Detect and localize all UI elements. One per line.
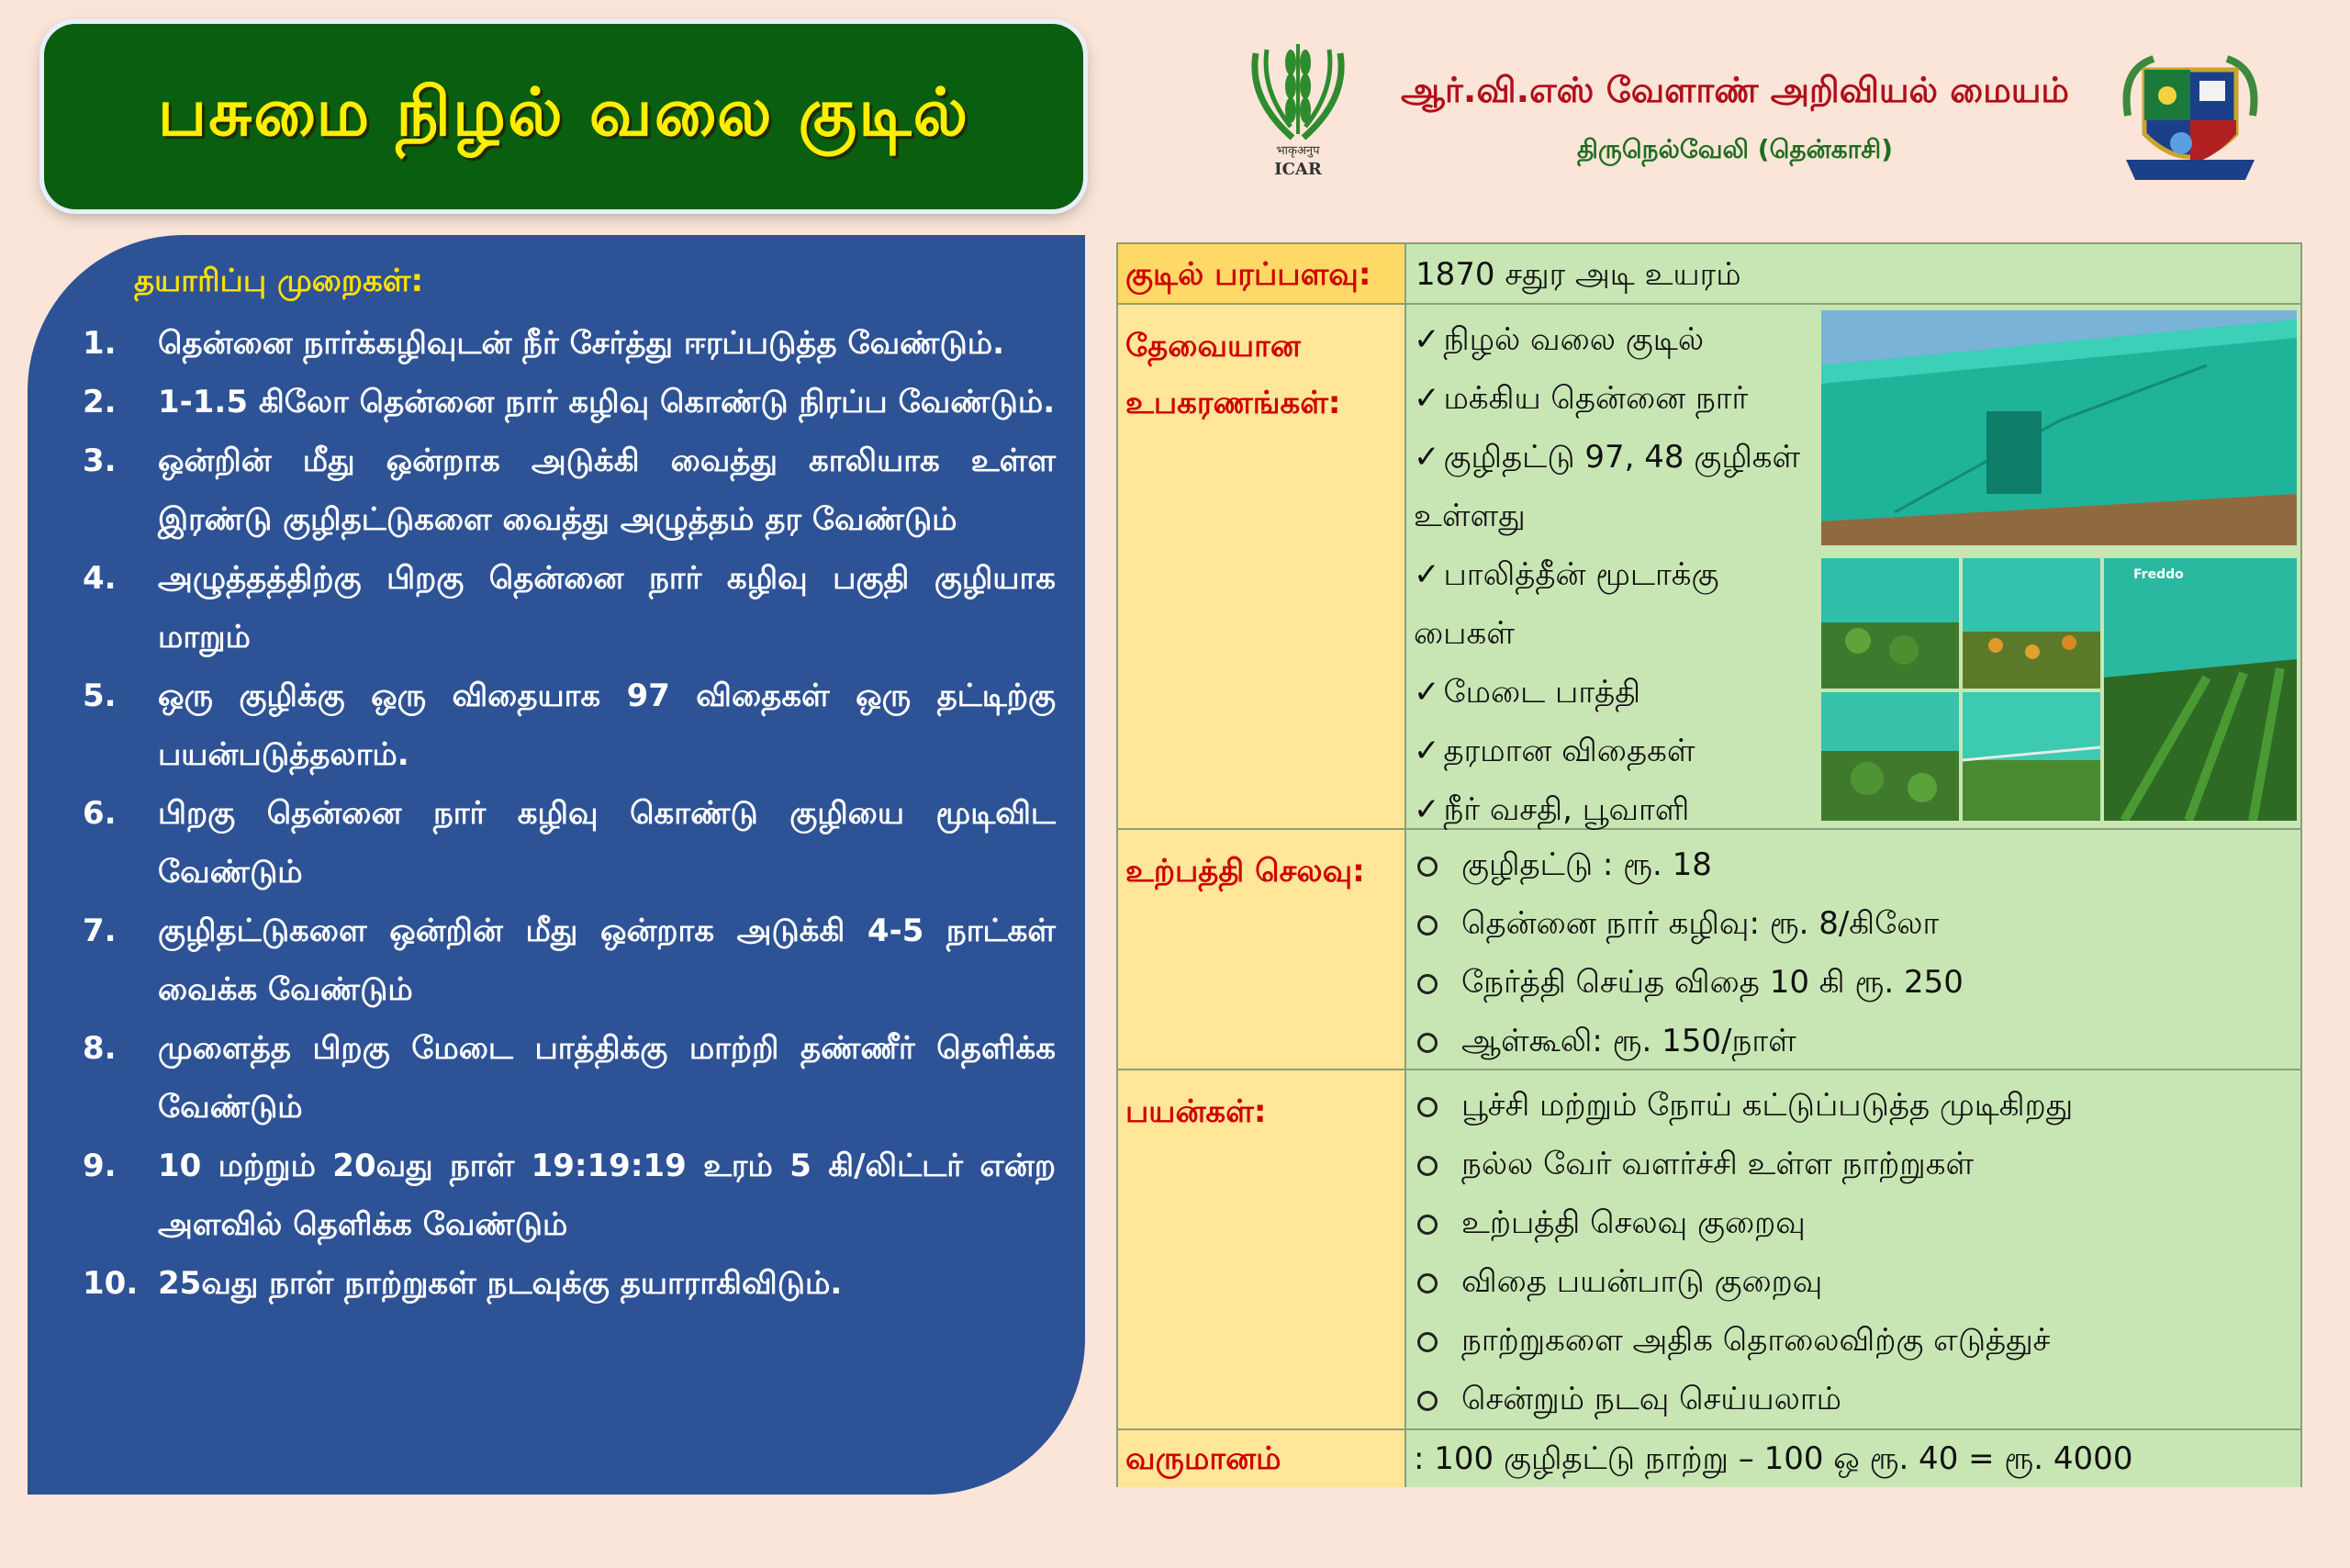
photo-nursery-4 <box>1821 692 1959 821</box>
step-item <box>83 902 1056 1019</box>
list-item <box>1414 310 1818 369</box>
photo-nursery-5 <box>1963 692 2100 821</box>
steps-heading: தயாரிப்பு முறைகள்: <box>134 263 424 299</box>
step-number: 10. <box>83 1265 139 1302</box>
photo-nursery-2 <box>1963 558 2100 689</box>
circle-bullet-icon <box>1417 1215 1438 1235</box>
equipment-text: நீர் வசதி, பூவாளி <box>1443 791 1690 828</box>
checkmark-icon: ✓ <box>1414 674 1440 711</box>
step-number: 6. <box>83 795 117 832</box>
step-item <box>83 666 1056 784</box>
table-row-equipment <box>1118 305 2300 830</box>
list-item <box>1417 1311 2073 1370</box>
step-text: பிறகு தென்னை நார் கழிவு கொண்டு குழியை மூடிவிட வேண்டும் <box>158 795 1056 890</box>
cost-text: குழிதட்டு : ரூ. 18 <box>1461 846 1712 883</box>
org-place: திருநெல்வேலி (தென்காசி) <box>1576 134 1894 164</box>
step-item <box>83 1137 1056 1254</box>
list-item <box>1414 663 1818 722</box>
list-item <box>1417 1076 2073 1135</box>
step-number: 7. <box>83 913 117 949</box>
area-value: 1870 சதுர அடி உயரம் <box>1406 244 2300 303</box>
list-item <box>1414 369 1818 428</box>
circle-bullet-icon <box>1417 857 1438 877</box>
icar-hindi: भाकृअनुप <box>1276 144 1320 158</box>
step-text: ஒரு குழிக்கு ஒரு விதையாக 97 விதைகள் ஒரு தட்டிற்கு பயன்படுத்தலாம். <box>158 678 1056 773</box>
step-text: 10 மற்றும் 20வது நாள் 19:19:19 உரம் 5 கி/லிட்டர் என்ற அளவில் தெளிக்க வேண்டும் <box>158 1148 1056 1243</box>
step-number: 4. <box>83 560 117 597</box>
step-text: 25வது நாள் நாற்றுகள் நடவுக்கு தயாராகிவிடும். <box>158 1265 843 1302</box>
area-label: குடில் பரப்பளவு: <box>1118 244 1406 303</box>
step-number: 8. <box>83 1030 117 1067</box>
steps-list <box>83 314 1056 1313</box>
list-item <box>1417 1370 2073 1428</box>
step-item <box>83 784 1056 902</box>
equipment-text: தரமான விதைகள் <box>1443 733 1695 769</box>
circle-bullet-icon <box>1417 1391 1438 1411</box>
benefits-label: பயன்கள்: <box>1118 1070 1406 1428</box>
list-item <box>1417 1012 1964 1070</box>
table-row-income <box>1118 1430 2300 1487</box>
steps-panel <box>28 235 1085 1495</box>
list-item <box>1414 722 1818 780</box>
equipment-text: மக்கிய தென்னை நார் <box>1443 380 1749 417</box>
benefit-text: உற்பத்தி செலவு குறைவு <box>1461 1204 1806 1241</box>
checkmark-icon: ✓ <box>1414 791 1440 828</box>
circle-bullet-icon <box>1417 1273 1438 1294</box>
photo-shade-house <box>1821 310 2297 545</box>
cost-cell <box>1406 830 2300 1069</box>
equipment-label: தேவையான உபகரணங்கள்: <box>1118 305 1406 828</box>
benefit-text: சென்றும் நடவு செய்யலாம் <box>1461 1381 1842 1417</box>
shade-net-photos <box>1821 310 2297 821</box>
icar-text: ICAR <box>1274 160 1322 179</box>
benefits-cell <box>1406 1070 2300 1428</box>
step-text: முளைத்த பிறகு மேடை பாத்திக்கு மாற்றி தண்ணீர் தெளிக்க வேண்டும் <box>158 1030 1056 1126</box>
circle-bullet-icon <box>1417 1033 1438 1053</box>
checkmark-icon: ✓ <box>1414 321 1440 358</box>
page-title: பசுமை நிழல் வலை குடில் <box>157 73 970 151</box>
equipment-text: பாலித்தீன் மூடாக்கு பைகள் <box>1414 556 1719 652</box>
step-text: தென்னை நார்க்கழிவுடன் நீர் சேர்த்து ஈரப்படுத்த வேண்டும். <box>158 325 1005 362</box>
checkmark-icon: ✓ <box>1414 439 1440 476</box>
equipment-list <box>1414 310 1818 839</box>
college-emblem-icon <box>2117 51 2264 189</box>
circle-bullet-icon <box>1417 1097 1438 1117</box>
cost-text: ஆள்கூலி: ரூ. 150/நாள் <box>1461 1023 1796 1059</box>
cost-label: உற்பத்தி செலவு: <box>1118 830 1406 1069</box>
checkmark-icon: ✓ <box>1414 380 1440 417</box>
benefit-text: பூச்சி மற்றும் நோய் கட்டுப்படுத்த முடிகிறது <box>1461 1087 2074 1124</box>
step-text: குழிதட்டுகளை ஒன்றின் மீது ஒன்றாக அடுக்கி 4-5 நாட்கள் வைக்க வேண்டும் <box>158 913 1056 1008</box>
checkmark-icon: ✓ <box>1414 733 1440 769</box>
list-item <box>1414 545 1818 663</box>
list-item <box>1417 894 1964 953</box>
circle-bullet-icon <box>1417 1156 1438 1176</box>
list-item <box>1417 953 1964 1012</box>
step-item <box>83 314 1056 373</box>
step-number: 1. <box>83 325 117 362</box>
circle-bullet-icon <box>1417 915 1438 935</box>
checkmark-icon: ✓ <box>1414 556 1440 593</box>
benefits-list <box>1417 1076 2073 1428</box>
table-row-benefits <box>1118 1070 2300 1430</box>
income-label: வருமானம் <box>1118 1430 1406 1487</box>
step-item <box>83 431 1056 549</box>
equipment-text: குழிதட்டு 97, 48 குழிகள் உள்ளது <box>1414 439 1801 534</box>
cost-text: தென்னை நார் கழிவு: ரூ. 8/கிலோ <box>1461 905 1940 942</box>
step-item <box>83 373 1056 431</box>
equipment-text: மேடை பாத்தி <box>1443 674 1641 711</box>
step-number: 2. <box>83 384 117 420</box>
equipment-cell <box>1406 305 2300 828</box>
equipment-text: நிழல் வலை குடில் <box>1443 321 1705 358</box>
step-text: 1-1.5 கிலோ தென்னை நார் கழிவு கொண்டு நிரப்ப வேண்டும். <box>158 384 1056 420</box>
info-table <box>1116 242 2302 1487</box>
title-banner <box>44 24 1083 209</box>
circle-bullet-icon <box>1417 974 1438 994</box>
table-row-area <box>1118 244 2300 305</box>
step-text: ஒன்றின் மீது ஒன்றாக அடுக்கி வைத்து காலியாக உள்ள இரண்டு குழிதட்டுகளை வைத்து அழுத்தம் தர வேண்டும் <box>158 442 1056 538</box>
step-item <box>83 549 1056 666</box>
icar-logo-icon <box>1239 26 1359 182</box>
list-item <box>1417 1252 2073 1311</box>
step-number: 9. <box>83 1148 117 1184</box>
step-text: அழுத்தத்திற்கு பிறகு தென்னை நார் கழிவு பகுதி குழியாக மாறும் <box>158 560 1056 655</box>
photo-nursery-1 <box>1821 558 1959 689</box>
list-item <box>1417 1135 2073 1193</box>
benefit-text: நாற்றுகளை அதிக தொலைவிற்கு எடுத்துச் <box>1461 1322 2051 1359</box>
step-number: 3. <box>83 442 117 479</box>
cost-text: நேர்த்தி செய்த விதை 10 கி ரூ. 250 <box>1461 964 1964 1001</box>
table-row-cost <box>1118 830 2300 1070</box>
step-item <box>83 1019 1056 1137</box>
list-item <box>1417 835 1964 894</box>
org-name: ஆர்.வி.எஸ் வேளாண் அறிவியல் மையம் <box>1401 70 2069 110</box>
list-item <box>1414 428 1818 545</box>
step-number: 5. <box>83 678 117 714</box>
step-item <box>83 1254 1056 1313</box>
benefit-text: விதை பயன்பாடு குறைவு <box>1461 1263 1823 1300</box>
photo-nursery-3 <box>2104 558 2297 821</box>
photo-watermark: Freddo <box>2133 567 2184 582</box>
cost-list <box>1417 835 1964 1070</box>
list-item <box>1417 1193 2073 1252</box>
circle-bullet-icon <box>1417 1332 1438 1352</box>
benefit-text: நல்ல வேர் வளர்ச்சி உள்ள நாற்றுகள் <box>1461 1146 1975 1182</box>
income-value: : 100 குழிதட்டு நாற்று – 100 ஒ ரூ. 40 = ரூ. 4000 <box>1406 1430 2300 1487</box>
